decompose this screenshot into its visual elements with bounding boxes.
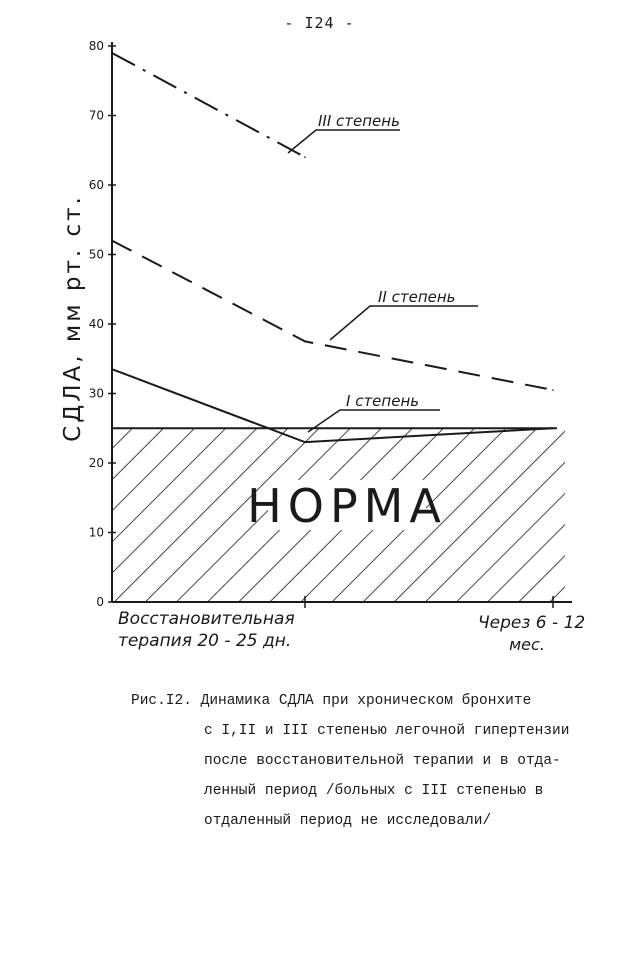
series-point — [552, 427, 554, 429]
y-tick-label: 30 — [88, 386, 104, 401]
series-point — [552, 389, 554, 391]
figure-caption — [131, 686, 601, 836]
caption-line: после восстановительной терапии и в отда- — [204, 753, 561, 769]
series-point — [111, 368, 113, 370]
series-point — [111, 52, 113, 54]
y-tick-label: 80 — [88, 39, 104, 53]
caption-line: ленный период /больных с III степенью в — [204, 783, 544, 799]
series-leader-line — [330, 306, 478, 340]
caption-line: Рис.I2. Динамика СДЛА при хроническом бронхите — [131, 693, 532, 709]
y-tick-label: 20 — [88, 456, 104, 470]
y-tick-label: 60 — [88, 178, 104, 192]
series-point — [304, 441, 306, 443]
y-tick-label: 50 — [88, 247, 104, 262]
caption-line: с I,II и III степенью легочной гипертензии — [204, 723, 570, 739]
x-label-line: Через 6 - 12 — [478, 613, 586, 633]
series-point — [111, 240, 113, 242]
series-line — [112, 53, 305, 157]
series-label: I степень — [346, 392, 420, 410]
series-point — [304, 341, 306, 343]
series-leader-line — [288, 130, 400, 153]
series-label: II степень — [378, 288, 456, 306]
caption-line: отдаленный период не исследовали/ — [204, 813, 492, 829]
x-label-line: мес. — [509, 635, 545, 654]
x-label-line: Восстановительная — [118, 609, 295, 629]
y-tick-label: 70 — [88, 108, 104, 123]
series-point — [304, 156, 306, 158]
y-tick-label: 0 — [96, 595, 104, 609]
x-label-line: терапия 20 - 25 дн. — [118, 631, 292, 651]
series-label: III степень — [318, 112, 400, 130]
normal-zone-label: НОРМА — [247, 479, 447, 533]
y-tick-label: 10 — [88, 525, 104, 540]
y-axis-label: СДЛА, мм рт. ст. — [60, 194, 86, 442]
page-number: - I24 - — [284, 14, 355, 32]
y-tick-label: 40 — [88, 317, 104, 331]
series-line — [112, 241, 553, 390]
